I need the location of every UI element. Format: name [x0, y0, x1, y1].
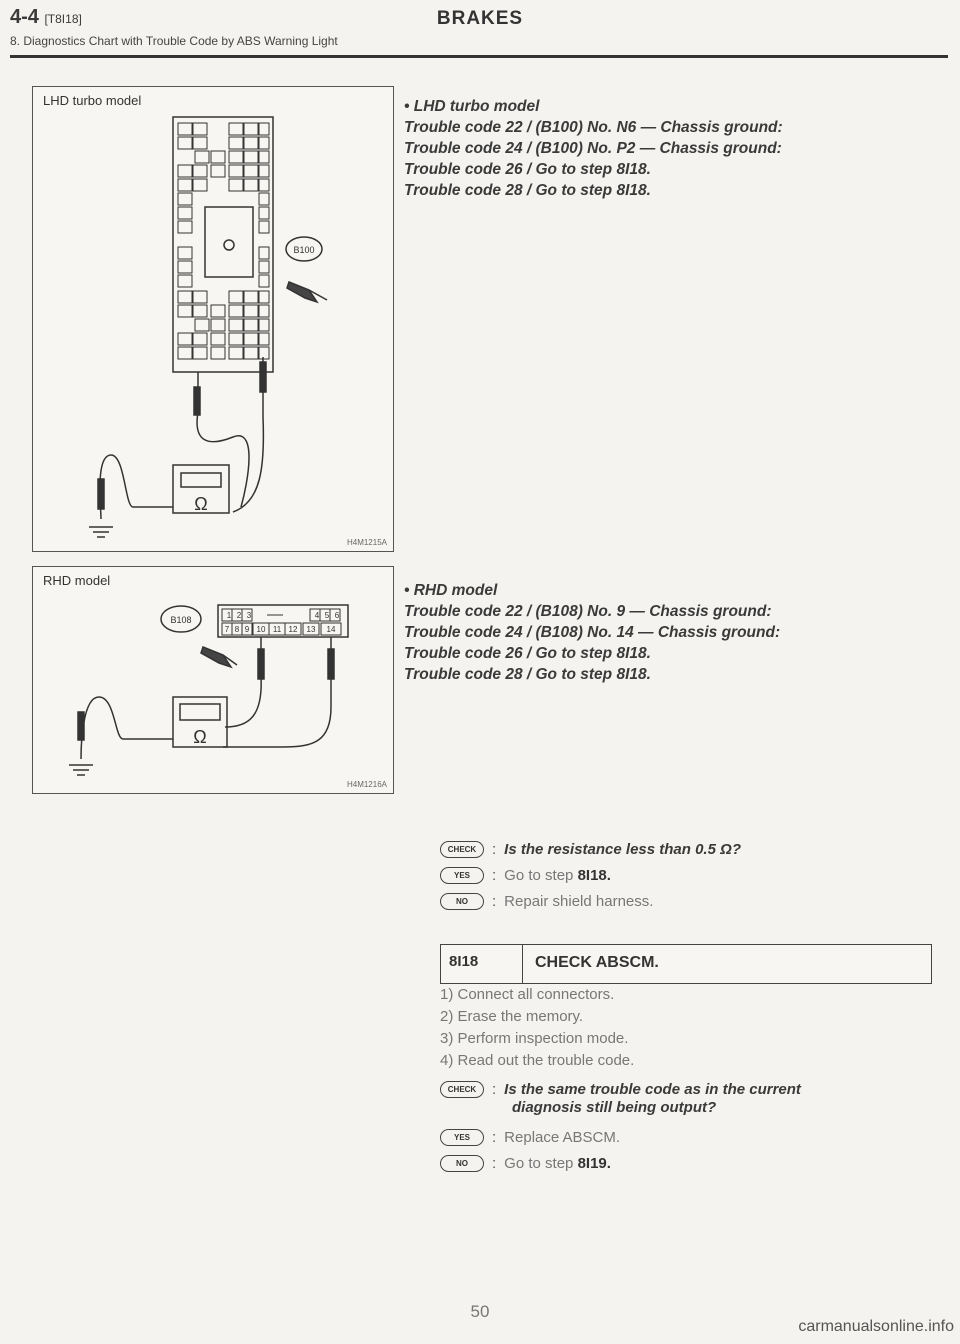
rhd-line: Trouble code 24 / (B108) No. 14 — Chassis ground: — [404, 624, 781, 641]
pin-2: 2 — [236, 611, 242, 620]
check-question: Is the same trouble code as in the current — [504, 1080, 801, 1098]
pin-11: 11 — [272, 625, 282, 634]
yes-answer: Go to step 8I18. — [504, 866, 611, 884]
pin-3: 3 — [246, 611, 252, 620]
pin-14: 14 — [326, 625, 336, 634]
page-subtitle: 8. Diagnostics Chart with Trouble Code by ABS Warning Light — [10, 34, 338, 48]
pin-8: 8 — [234, 625, 240, 634]
lhd-line: Trouble code 24 / (B100) No. P2 — Chassis ground: — [404, 140, 782, 157]
lhd-section — [404, 96, 944, 201]
lhd-line: Trouble code 22 / (B100) No. N6 — Chassis ground: — [404, 119, 783, 136]
no-answer: Go to step 8I19. — [504, 1154, 611, 1172]
no-row: NO : Go to step 8I19. — [440, 1150, 940, 1176]
step-item: 2) Erase the memory. — [440, 1008, 584, 1025]
connector-label-b100: B100 — [293, 245, 315, 255]
step-instructions — [440, 984, 930, 1072]
step-item: 4) Read out the trouble code. — [440, 1052, 635, 1069]
check-row: CHECK : Is the same trouble code as in the current — [440, 1076, 940, 1102]
step-box-8i18 — [440, 944, 932, 984]
pin-9: 9 — [244, 625, 250, 634]
lhd-line: Trouble code 26 / Go to step 8I18. — [404, 161, 651, 178]
yes-badge: YES — [440, 867, 484, 884]
rhd-line: Trouble code 26 / Go to step 8I18. — [404, 645, 651, 662]
rhd-wiring-diagram — [33, 567, 393, 793]
pin-5: 5 — [324, 611, 330, 620]
lhd-line: Trouble code 28 / Go to step 8I18. — [404, 182, 651, 199]
step-item: 1) Connect all connectors. — [440, 986, 615, 1003]
yes-answer: Replace ABSCM. — [504, 1128, 621, 1146]
rhd-line: Trouble code 28 / Go to step 8I18. — [404, 666, 651, 683]
step-number: 8I18 — [441, 945, 523, 983]
figure-rhd — [32, 566, 394, 794]
connector-label-b108: B108 — [170, 615, 192, 625]
figure-caption: RHD model — [43, 573, 111, 588]
rhd-heading: • RHD model — [404, 582, 498, 599]
pin-12: 12 — [288, 625, 298, 634]
figure-code: H4M1216A — [346, 780, 387, 789]
no-row: NO : Repair shield harness. — [440, 888, 940, 914]
no-badge: NO — [440, 893, 484, 910]
yes-badge: YES — [440, 1129, 484, 1146]
rhd-line: Trouble code 22 / (B108) No. 9 — Chassis ground: — [404, 603, 772, 620]
yes-row: YES : Go to step 8I18. — [440, 862, 940, 888]
no-answer: Repair shield harness. — [504, 892, 654, 910]
step-item: 3) Perform inspection mode. — [440, 1030, 629, 1047]
pin-13: 13 — [306, 625, 316, 634]
check-block-1 — [440, 836, 940, 914]
ohm-symbol: Ω — [193, 727, 207, 747]
page-number: 50 — [470, 1302, 490, 1321]
pin-10: 10 — [256, 625, 266, 634]
lhd-heading: • LHD turbo model — [404, 98, 540, 115]
figure-lhd-turbo — [32, 86, 394, 552]
pin-row-top — [227, 611, 340, 620]
check-badge: CHECK — [440, 1081, 484, 1098]
page-section-number: 4-4 [T8I18] — [10, 6, 82, 28]
figure-caption: LHD turbo model — [43, 93, 142, 108]
check-question-cont: diagnosis still being output? — [512, 1099, 717, 1116]
no-badge: NO — [440, 1155, 484, 1172]
check-row: CHECK : Is the resistance less than 0.5 Ω? — [440, 836, 940, 862]
check-question: Is the resistance less than 0.5 Ω? — [504, 840, 741, 858]
header-rule — [10, 55, 948, 58]
page-title: BRAKES — [436, 8, 524, 29]
ohm-symbol: Ω — [194, 494, 208, 514]
check-block-2 — [440, 1076, 940, 1176]
pin-1: 1 — [226, 611, 232, 620]
rhd-section — [404, 580, 944, 685]
step-title: CHECK ABSCM. — [535, 954, 659, 971]
pin-6: 6 — [334, 611, 340, 620]
figure-code: H4M1215A — [346, 538, 387, 547]
watermark-site: carmanualsonline.info — [798, 1318, 954, 1335]
yes-row: YES : Replace ABSCM. — [440, 1124, 940, 1150]
pin-7: 7 — [224, 625, 230, 634]
pin-4: 4 — [314, 611, 320, 620]
check-badge: CHECK — [440, 841, 484, 858]
lhd-wiring-diagram — [33, 87, 393, 551]
